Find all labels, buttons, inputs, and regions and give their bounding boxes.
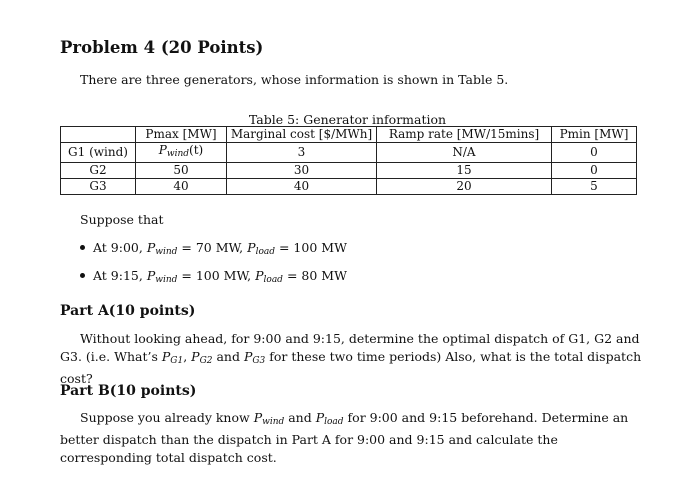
cell-cost: 3 [227, 143, 377, 163]
bullet-dot-icon [80, 273, 85, 278]
wind-subscript: wind [155, 247, 178, 257]
wind-symbol: P [146, 240, 156, 255]
table-row [61, 163, 637, 179]
load-subscript: load [263, 275, 283, 285]
load-symbol: P [247, 240, 256, 255]
pg3-subscript: G3 [252, 356, 266, 366]
load-subscript: load [255, 247, 275, 257]
pg1-symbol: P [161, 349, 171, 364]
table-header-ramp: Ramp rate [MW/15mins] [377, 127, 552, 143]
cell-cost: 40 [227, 179, 377, 195]
cell-ramp: 15 [377, 163, 552, 179]
table-header-row [61, 127, 637, 143]
p-load-subscript: load [324, 417, 344, 427]
table-row [61, 143, 637, 163]
cell-gen: G1 (wind) [61, 143, 136, 163]
p-wind-symbol: P [253, 410, 263, 425]
bullet-time: At 9:15, [93, 268, 143, 283]
pmax-subscript: wind [166, 149, 190, 159]
part-a-line-1: Without looking ahead, for 9:00 and 9:15, determine the optimal dispatch of G1, G2 and G3. [60, 331, 640, 364]
wind-symbol: P [146, 268, 156, 283]
table-caption: Table 5: Generator information [248, 112, 447, 127]
load-value: = 80 MW [286, 268, 347, 283]
part-a-line-2b: , [183, 349, 192, 364]
table-header-pmax: Pmax [MW] [136, 127, 227, 143]
part-a-text [60, 330, 650, 388]
suppose-lead: Suppose that [80, 212, 164, 227]
pg3-symbol: P [243, 349, 253, 364]
generator-table [60, 126, 637, 195]
pmax-symbol: P [158, 143, 167, 157]
bullet-item-0915 [80, 268, 347, 285]
cell-gen: G3 [61, 179, 136, 195]
wind-value: = 70 MW, [181, 240, 244, 255]
bullet-dot-icon [80, 245, 85, 250]
table-header-cost: Marginal cost [$/MWh] [227, 127, 377, 143]
bullet-time: At 9:00, [93, 240, 143, 255]
cell-pmax: 50 [136, 163, 227, 179]
part-a-line-2d: for these two time periods) Also, what is the total dispatch cost? [60, 349, 642, 386]
cell-cost: 30 [227, 163, 377, 179]
pg1-subscript: G1 [170, 356, 184, 366]
part-b-title: Part B(10 points) [60, 383, 197, 399]
part-a-title: Part A(10 points) [60, 303, 196, 319]
table-header-pmin: Pmin [MW] [552, 127, 637, 143]
cell-pmin: 0 [552, 143, 637, 163]
wind-subscript: wind [155, 275, 178, 285]
p-load-symbol: P [315, 410, 325, 425]
cell-pmin: 0 [552, 163, 637, 179]
pg2-subscript: G2 [199, 356, 213, 366]
part-b-text-b: and [284, 410, 316, 425]
part-b-text-a: Suppose you already know [80, 410, 254, 425]
problem-title: Problem 4 (20 Points) [60, 38, 264, 57]
cell-pmax: 40 [136, 179, 227, 195]
table-row [61, 179, 637, 195]
table-header-gen [61, 127, 136, 143]
cell-pmin: 5 [552, 179, 637, 195]
wind-value: = 100 MW, [181, 268, 252, 283]
cell-ramp: N/A [377, 143, 552, 163]
bullet-item-0900 [80, 240, 347, 257]
pg2-symbol: P [191, 349, 200, 364]
load-value: = 100 MW [278, 240, 347, 255]
cell-gen: G2 [61, 163, 136, 179]
cell-ramp: 20 [377, 179, 552, 195]
cell-pmax [136, 143, 227, 163]
load-symbol: P [255, 268, 264, 283]
problem-intro: There are three generators, whose information is shown in Table 5. [80, 72, 509, 87]
pmax-arg: (t) [189, 143, 204, 157]
part-a-line-2a: (i.e. What’s [85, 349, 162, 364]
p-wind-subscript: wind [262, 417, 285, 427]
part-b-text [60, 409, 650, 467]
part-a-line-2c: and [212, 349, 244, 364]
part-b-text-c: for 9:00 and 9:15 beforehand. Determine an better dispatch than the dispatch in Part A for 9:00 and 9:15 and calculate the corresponding total dispatch cost. [60, 410, 629, 465]
